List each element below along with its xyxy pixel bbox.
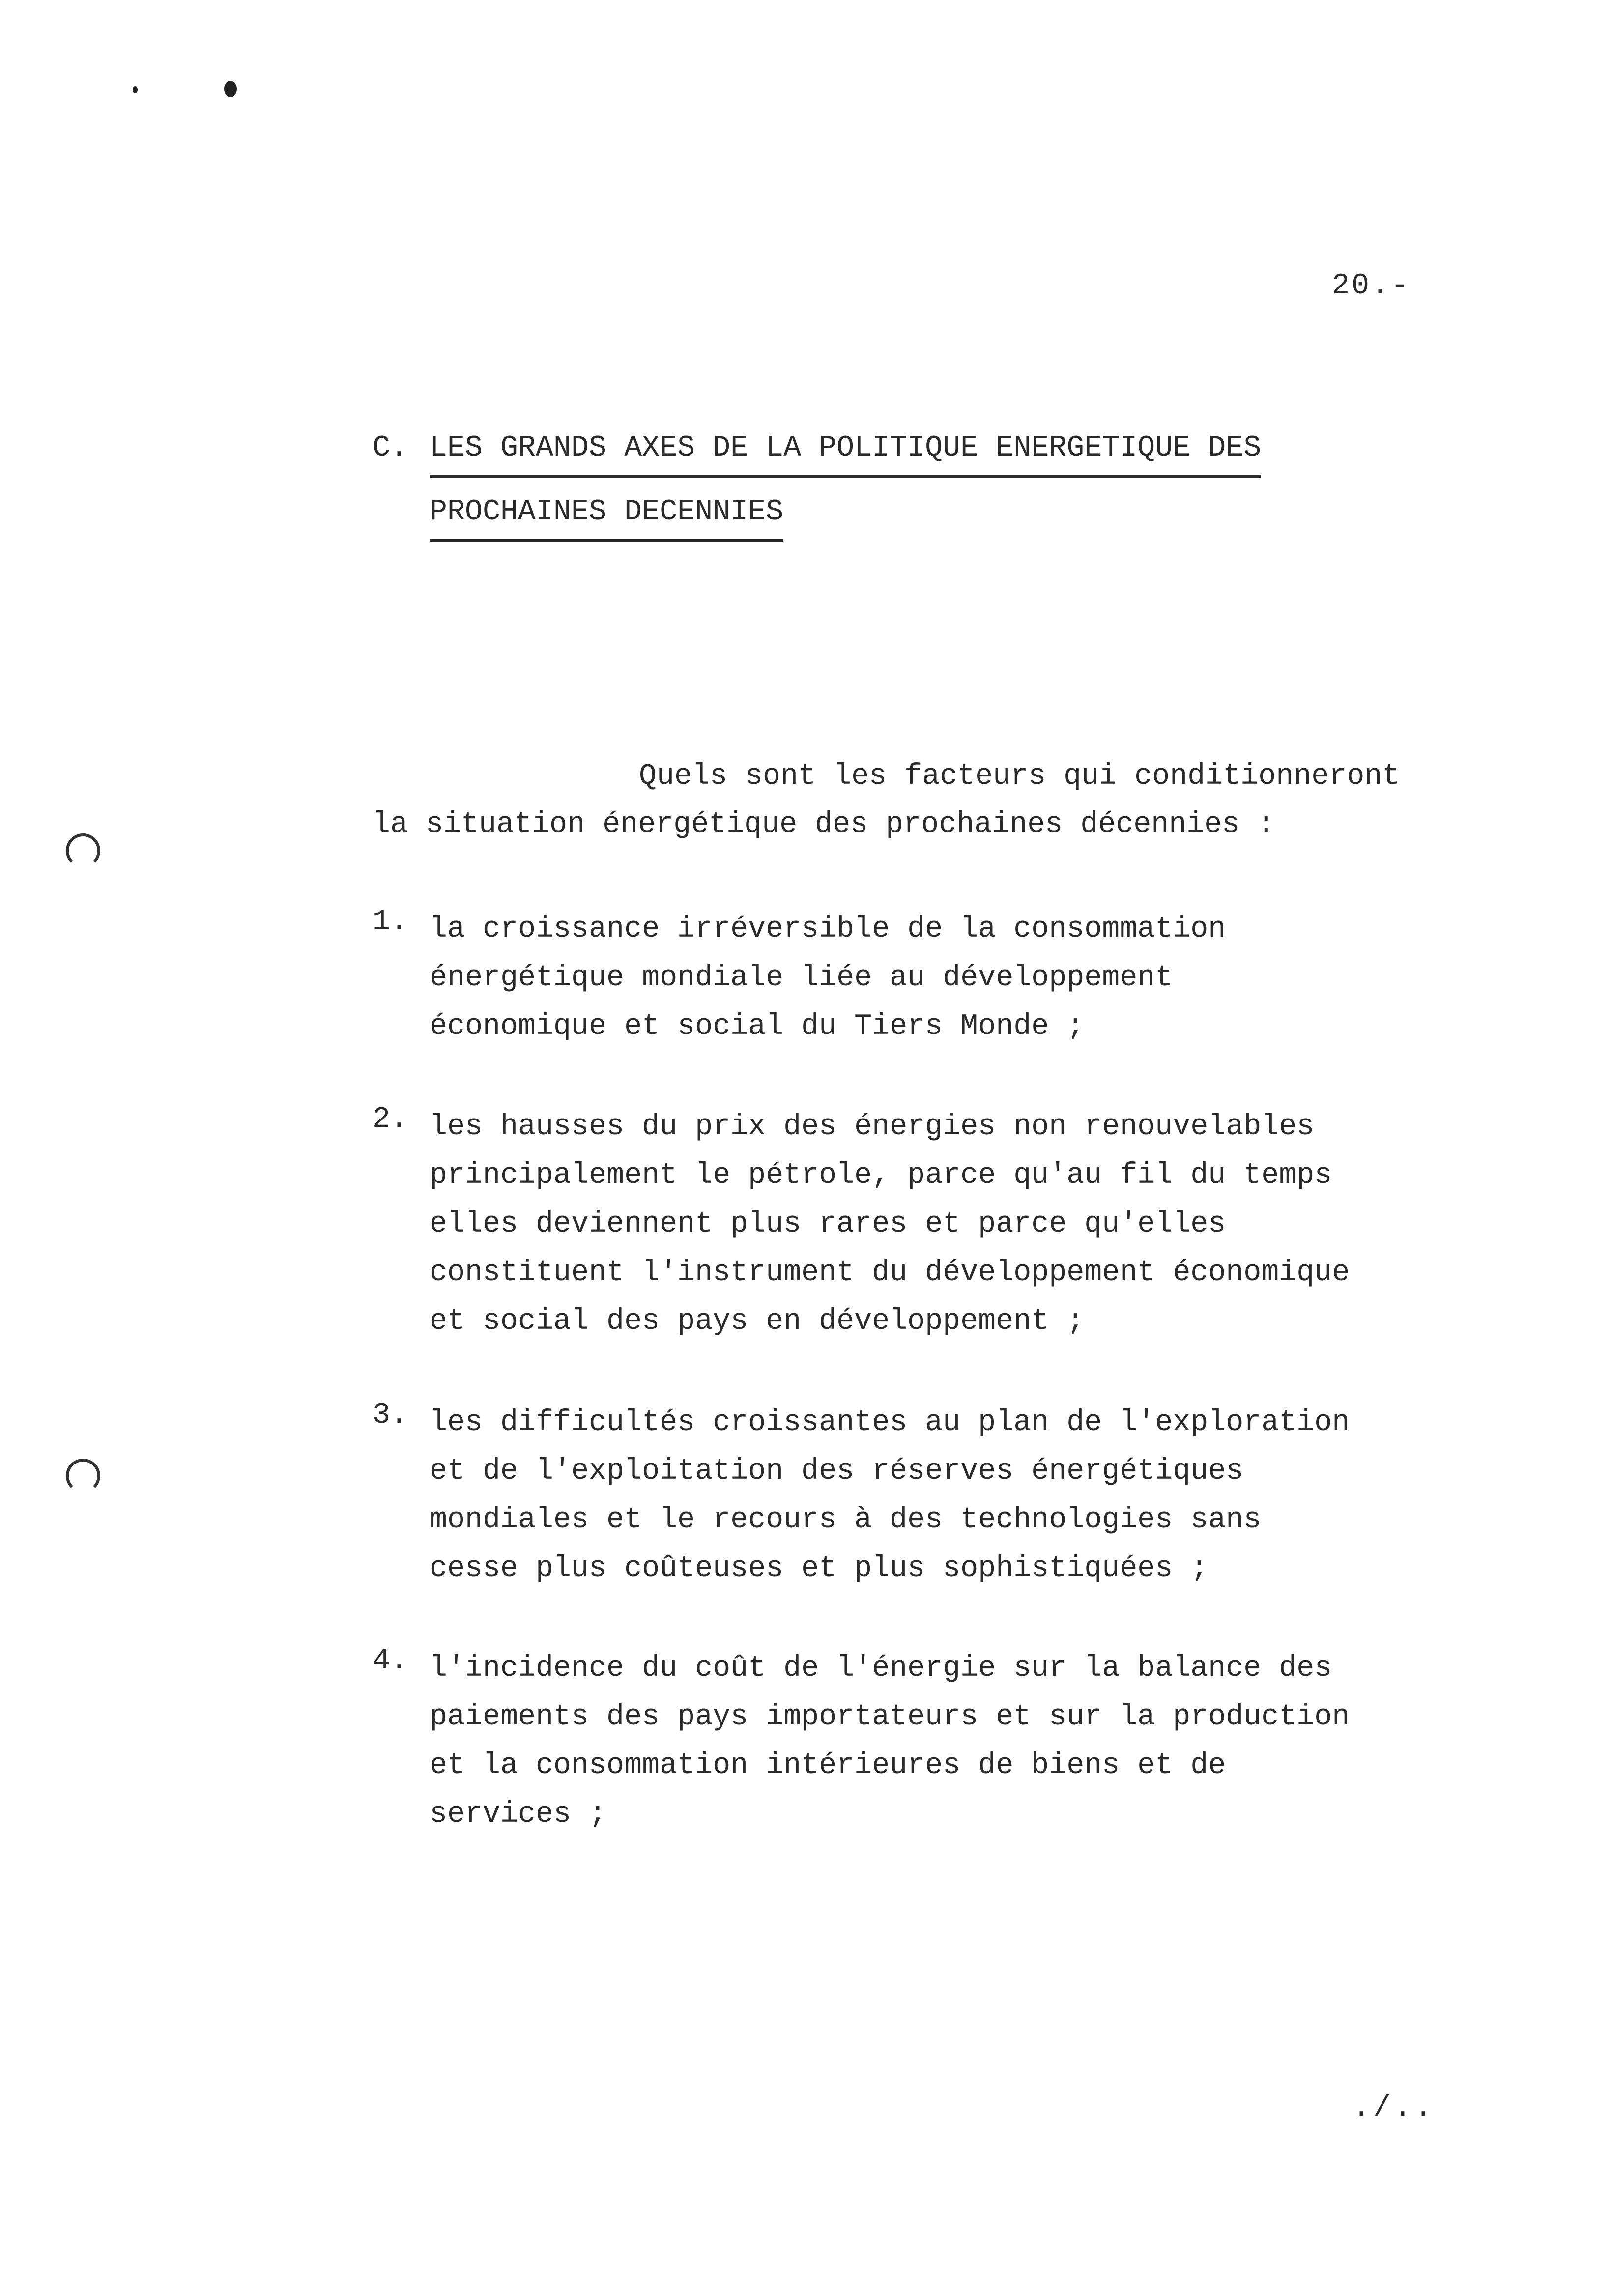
intro-paragraph-line-1: Quels sont les facteurs qui conditionneront <box>639 760 1400 793</box>
section-letter: C. <box>373 431 408 465</box>
list-item-text: les difficultés croissantes au plan de l'exploration et de l'exploitation des réserves énergétiques mondiales et le recours à des technologies sans cesse plus coûteuses et plus sophistiquées ; <box>430 1406 1350 1585</box>
page-number: 20.- <box>1332 269 1411 303</box>
list-item-number: 3. <box>373 1399 408 1432</box>
list-item-number: 4. <box>373 1644 408 1678</box>
list-item-text: l'incidence du coût de l'énergie sur la balance des paiements des pays importateurs et sur la production et la consommation intérieures de biens et de services ; <box>430 1652 1350 1831</box>
punch-hole-top <box>66 833 100 868</box>
list-item-number: 2. <box>373 1103 408 1136</box>
list-item-text: la croissance irréversible de la consommation énergétique mondiale liée au développement économique et social du Tiers Monde ; <box>430 913 1226 1043</box>
scan-mark <box>133 86 138 93</box>
continuation-mark: ./.. <box>1353 2092 1436 2125</box>
section-heading-line-2: PROCHAINES DECENNIES <box>430 494 783 542</box>
scan-mark <box>224 81 237 97</box>
list-item-number: 1. <box>373 905 408 939</box>
section-heading-line-1: LES GRANDS AXES DE LA POLITIQUE ENERGETIQUE DES <box>430 430 1261 478</box>
punch-hole-bottom <box>66 1459 100 1493</box>
list-item-text: les hausses du prix des énergies non renouvelables principalement le pétrole, parce qu'au fil du temps elles deviennent plus rares et parce qu'elles constituent l'instrument du développement économique et social des pays en développement ; <box>430 1110 1350 1338</box>
intro-paragraph-line-2: la situation énergétique des prochaines décennies : <box>373 808 1275 841</box>
